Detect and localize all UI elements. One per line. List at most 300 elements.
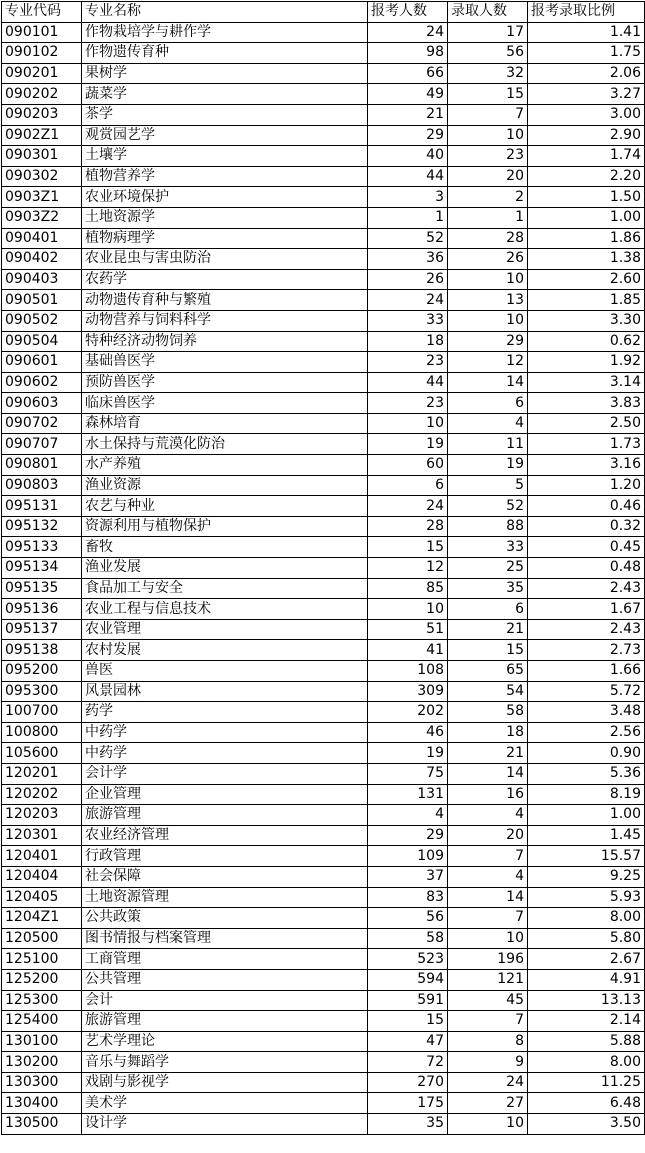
table-row xyxy=(2,455,645,476)
cell-applicants: 23 xyxy=(368,352,448,373)
cell-applicants: 66 xyxy=(368,63,448,84)
cell-code: 095131 xyxy=(2,496,82,517)
table-row xyxy=(2,825,645,846)
cell-applicants: 202 xyxy=(368,702,448,723)
cell-code: 095136 xyxy=(2,599,82,620)
cell-code: 0903Z2 xyxy=(2,207,82,228)
cell-applicants: 37 xyxy=(368,866,448,887)
cell-admitted: 7 xyxy=(448,104,528,125)
table-row xyxy=(2,908,645,929)
cell-ratio: 2.90 xyxy=(528,125,645,146)
cell-code: 090803 xyxy=(2,475,82,496)
cell-applicants: 18 xyxy=(368,331,448,352)
cell-code: 090504 xyxy=(2,331,82,352)
cell-name: 动物营养与饲料科学 xyxy=(82,310,368,331)
cell-code: 125300 xyxy=(2,990,82,1011)
cell-ratio: 3.83 xyxy=(528,393,645,414)
cell-applicants: 40 xyxy=(368,146,448,167)
cell-applicants: 19 xyxy=(368,743,448,764)
cell-name: 渔业资源 xyxy=(82,475,368,496)
cell-ratio: 3.48 xyxy=(528,702,645,723)
cell-applicants: 591 xyxy=(368,990,448,1011)
cell-code: 095134 xyxy=(2,558,82,579)
cell-name: 农药学 xyxy=(82,269,368,290)
cell-ratio: 13.13 xyxy=(528,990,645,1011)
cell-name: 植物病理学 xyxy=(82,228,368,249)
table-row xyxy=(2,43,645,64)
cell-applicants: 10 xyxy=(368,413,448,434)
cell-name: 设计学 xyxy=(82,1114,368,1135)
cell-admitted: 88 xyxy=(448,516,528,537)
cell-code: 100800 xyxy=(2,722,82,743)
cell-ratio: 2.06 xyxy=(528,63,645,84)
cell-applicants: 60 xyxy=(368,455,448,476)
cell-code: 095200 xyxy=(2,661,82,682)
cell-code: 120203 xyxy=(2,805,82,826)
cell-admitted: 20 xyxy=(448,825,528,846)
table-row xyxy=(2,640,645,661)
admission-table xyxy=(1,1,645,1135)
cell-admitted: 2 xyxy=(448,187,528,208)
cell-name: 畜牧 xyxy=(82,537,368,558)
cell-admitted: 19 xyxy=(448,455,528,476)
cell-applicants: 75 xyxy=(368,763,448,784)
cell-name: 预防兽医学 xyxy=(82,372,368,393)
cell-admitted: 65 xyxy=(448,661,528,682)
cell-applicants: 1 xyxy=(368,207,448,228)
cell-ratio: 9.25 xyxy=(528,866,645,887)
cell-applicants: 3 xyxy=(368,187,448,208)
cell-ratio: 1.66 xyxy=(528,661,645,682)
cell-applicants: 44 xyxy=(368,372,448,393)
cell-applicants: 28 xyxy=(368,516,448,537)
cell-admitted: 18 xyxy=(448,722,528,743)
cell-code: 090501 xyxy=(2,290,82,311)
cell-applicants: 29 xyxy=(368,825,448,846)
cell-admitted: 24 xyxy=(448,1072,528,1093)
table-row xyxy=(2,393,645,414)
cell-admitted: 23 xyxy=(448,146,528,167)
cell-code: 130300 xyxy=(2,1072,82,1093)
cell-applicants: 109 xyxy=(368,846,448,867)
cell-applicants: 36 xyxy=(368,249,448,270)
cell-ratio: 11.25 xyxy=(528,1072,645,1093)
cell-code: 125200 xyxy=(2,969,82,990)
cell-name: 音乐与舞蹈学 xyxy=(82,1052,368,1073)
table-row xyxy=(2,434,645,455)
cell-admitted: 14 xyxy=(448,372,528,393)
cell-code: 095137 xyxy=(2,619,82,640)
cell-admitted: 14 xyxy=(448,887,528,908)
cell-code: 090401 xyxy=(2,228,82,249)
cell-code: 090403 xyxy=(2,269,82,290)
cell-ratio: 2.50 xyxy=(528,413,645,434)
cell-name: 社会保障 xyxy=(82,866,368,887)
cell-name: 会计学 xyxy=(82,763,368,784)
table-row xyxy=(2,949,645,970)
cell-admitted: 15 xyxy=(448,84,528,105)
cell-ratio: 1.86 xyxy=(528,228,645,249)
cell-applicants: 270 xyxy=(368,1072,448,1093)
cell-ratio: 8.00 xyxy=(528,1052,645,1073)
cell-ratio: 6.48 xyxy=(528,1093,645,1114)
table-row xyxy=(2,104,645,125)
cell-name: 公共管理 xyxy=(82,969,368,990)
cell-ratio: 0.32 xyxy=(528,516,645,537)
table-row xyxy=(2,1052,645,1073)
cell-ratio: 2.43 xyxy=(528,619,645,640)
cell-ratio: 1.74 xyxy=(528,146,645,167)
cell-code: 090101 xyxy=(2,22,82,43)
cell-admitted: 58 xyxy=(448,702,528,723)
cell-admitted: 17 xyxy=(448,22,528,43)
cell-code: 090302 xyxy=(2,166,82,187)
cell-code: 120201 xyxy=(2,763,82,784)
table-row xyxy=(2,207,645,228)
cell-applicants: 24 xyxy=(368,22,448,43)
table-row xyxy=(2,1114,645,1135)
cell-ratio: 5.36 xyxy=(528,763,645,784)
cell-name: 会计 xyxy=(82,990,368,1011)
cell-applicants: 6 xyxy=(368,475,448,496)
cell-code: 130100 xyxy=(2,1031,82,1052)
cell-code: 090202 xyxy=(2,84,82,105)
table-row xyxy=(2,702,645,723)
table-row xyxy=(2,63,645,84)
table-row xyxy=(2,84,645,105)
cell-name: 行政管理 xyxy=(82,846,368,867)
cell-admitted: 6 xyxy=(448,393,528,414)
cell-applicants: 4 xyxy=(368,805,448,826)
cell-admitted: 5 xyxy=(448,475,528,496)
cell-admitted: 16 xyxy=(448,784,528,805)
cell-name: 农业环境保护 xyxy=(82,187,368,208)
header-row xyxy=(2,2,645,23)
cell-name: 旅游管理 xyxy=(82,1011,368,1032)
cell-ratio: 3.16 xyxy=(528,455,645,476)
cell-name: 作物遗传育种 xyxy=(82,43,368,64)
cell-admitted: 7 xyxy=(448,908,528,929)
cell-name: 工商管理 xyxy=(82,949,368,970)
cell-name: 渔业发展 xyxy=(82,558,368,579)
cell-ratio: 5.80 xyxy=(528,928,645,949)
cell-applicants: 19 xyxy=(368,434,448,455)
cell-ratio: 0.46 xyxy=(528,496,645,517)
cell-ratio: 0.45 xyxy=(528,537,645,558)
cell-applicants: 24 xyxy=(368,496,448,517)
cell-name: 观赏园艺学 xyxy=(82,125,368,146)
cell-code: 0903Z1 xyxy=(2,187,82,208)
cell-admitted: 10 xyxy=(448,928,528,949)
cell-ratio: 1.38 xyxy=(528,249,645,270)
cell-ratio: 1.85 xyxy=(528,290,645,311)
cell-admitted: 8 xyxy=(448,1031,528,1052)
cell-code: 125100 xyxy=(2,949,82,970)
cell-applicants: 33 xyxy=(368,310,448,331)
table-row xyxy=(2,969,645,990)
cell-ratio: 1.50 xyxy=(528,187,645,208)
cell-admitted: 28 xyxy=(448,228,528,249)
cell-applicants: 12 xyxy=(368,558,448,579)
cell-applicants: 24 xyxy=(368,290,448,311)
cell-applicants: 26 xyxy=(368,269,448,290)
cell-name: 药学 xyxy=(82,702,368,723)
cell-name: 动物遗传育种与繁殖 xyxy=(82,290,368,311)
cell-applicants: 46 xyxy=(368,722,448,743)
cell-admitted: 7 xyxy=(448,1011,528,1032)
table-row xyxy=(2,1011,645,1032)
table-row xyxy=(2,763,645,784)
cell-name: 临床兽医学 xyxy=(82,393,368,414)
cell-code: 1204Z1 xyxy=(2,908,82,929)
cell-admitted: 32 xyxy=(448,63,528,84)
table-row xyxy=(2,372,645,393)
cell-admitted: 45 xyxy=(448,990,528,1011)
cell-admitted: 56 xyxy=(448,43,528,64)
cell-code: 120301 xyxy=(2,825,82,846)
table-row xyxy=(2,310,645,331)
cell-name: 农艺与种业 xyxy=(82,496,368,517)
cell-applicants: 309 xyxy=(368,681,448,702)
table-row xyxy=(2,516,645,537)
cell-ratio: 3.14 xyxy=(528,372,645,393)
cell-applicants: 47 xyxy=(368,1031,448,1052)
cell-ratio: 0.48 xyxy=(528,558,645,579)
cell-admitted: 14 xyxy=(448,763,528,784)
cell-admitted: 27 xyxy=(448,1093,528,1114)
table-body xyxy=(2,22,645,1134)
cell-name: 茶学 xyxy=(82,104,368,125)
cell-applicants: 85 xyxy=(368,578,448,599)
cell-name: 图书情报与档案管理 xyxy=(82,928,368,949)
table-row xyxy=(2,290,645,311)
cell-code: 090102 xyxy=(2,43,82,64)
header-name: 专业名称 xyxy=(82,2,368,23)
cell-admitted: 25 xyxy=(448,558,528,579)
table-row xyxy=(2,661,645,682)
cell-ratio: 8.19 xyxy=(528,784,645,805)
cell-admitted: 4 xyxy=(448,866,528,887)
cell-admitted: 10 xyxy=(448,1114,528,1135)
cell-applicants: 41 xyxy=(368,640,448,661)
cell-applicants: 594 xyxy=(368,969,448,990)
cell-name: 果树学 xyxy=(82,63,368,84)
cell-name: 资源利用与植物保护 xyxy=(82,516,368,537)
cell-code: 090502 xyxy=(2,310,82,331)
cell-name: 农业经济管理 xyxy=(82,825,368,846)
cell-code: 095138 xyxy=(2,640,82,661)
cell-ratio: 1.41 xyxy=(528,22,645,43)
cell-ratio: 1.00 xyxy=(528,207,645,228)
cell-name: 作物栽培学与耕作学 xyxy=(82,22,368,43)
cell-code: 090301 xyxy=(2,146,82,167)
cell-applicants: 15 xyxy=(368,1011,448,1032)
table-row xyxy=(2,558,645,579)
cell-applicants: 52 xyxy=(368,228,448,249)
cell-ratio: 4.91 xyxy=(528,969,645,990)
table-row xyxy=(2,166,645,187)
cell-applicants: 523 xyxy=(368,949,448,970)
cell-code: 090602 xyxy=(2,372,82,393)
cell-name: 土地资源管理 xyxy=(82,887,368,908)
table-row xyxy=(2,928,645,949)
cell-code: 090203 xyxy=(2,104,82,125)
cell-ratio: 3.00 xyxy=(528,104,645,125)
cell-code: 090801 xyxy=(2,455,82,476)
cell-admitted: 21 xyxy=(448,619,528,640)
cell-ratio: 0.90 xyxy=(528,743,645,764)
cell-name: 基础兽医学 xyxy=(82,352,368,373)
table-row xyxy=(2,805,645,826)
cell-ratio: 2.14 xyxy=(528,1011,645,1032)
cell-ratio: 1.20 xyxy=(528,475,645,496)
cell-applicants: 29 xyxy=(368,125,448,146)
cell-name: 水土保持与荒漠化防治 xyxy=(82,434,368,455)
cell-ratio: 1.75 xyxy=(528,43,645,64)
cell-name: 蔬菜学 xyxy=(82,84,368,105)
cell-ratio: 2.43 xyxy=(528,578,645,599)
cell-applicants: 72 xyxy=(368,1052,448,1073)
cell-admitted: 29 xyxy=(448,331,528,352)
cell-ratio: 3.50 xyxy=(528,1114,645,1135)
cell-code: 105600 xyxy=(2,743,82,764)
cell-ratio: 2.60 xyxy=(528,269,645,290)
cell-admitted: 11 xyxy=(448,434,528,455)
cell-admitted: 4 xyxy=(448,413,528,434)
cell-admitted: 9 xyxy=(448,1052,528,1073)
table-row xyxy=(2,475,645,496)
cell-admitted: 121 xyxy=(448,969,528,990)
table-row xyxy=(2,496,645,517)
cell-admitted: 4 xyxy=(448,805,528,826)
cell-ratio: 2.56 xyxy=(528,722,645,743)
header-applicants: 报考人数 xyxy=(368,2,448,23)
table-row xyxy=(2,578,645,599)
cell-code: 095300 xyxy=(2,681,82,702)
cell-admitted: 26 xyxy=(448,249,528,270)
cell-applicants: 49 xyxy=(368,84,448,105)
cell-ratio: 1.00 xyxy=(528,805,645,826)
cell-code: 095132 xyxy=(2,516,82,537)
table-row xyxy=(2,22,645,43)
cell-code: 090707 xyxy=(2,434,82,455)
table-row xyxy=(2,866,645,887)
table-row xyxy=(2,269,645,290)
cell-applicants: 58 xyxy=(368,928,448,949)
cell-applicants: 175 xyxy=(368,1093,448,1114)
cell-ratio: 5.72 xyxy=(528,681,645,702)
cell-code: 130500 xyxy=(2,1114,82,1135)
cell-name: 农村发展 xyxy=(82,640,368,661)
cell-code: 0902Z1 xyxy=(2,125,82,146)
cell-code: 130400 xyxy=(2,1093,82,1114)
table-row xyxy=(2,990,645,1011)
table-row xyxy=(2,125,645,146)
cell-applicants: 23 xyxy=(368,393,448,414)
table-row xyxy=(2,1072,645,1093)
cell-admitted: 52 xyxy=(448,496,528,517)
cell-ratio: 5.93 xyxy=(528,887,645,908)
table-row xyxy=(2,722,645,743)
table-row xyxy=(2,599,645,620)
table-row xyxy=(2,784,645,805)
cell-admitted: 35 xyxy=(448,578,528,599)
table-row xyxy=(2,228,645,249)
cell-admitted: 12 xyxy=(448,352,528,373)
table-row xyxy=(2,619,645,640)
cell-applicants: 10 xyxy=(368,599,448,620)
cell-name: 森林培育 xyxy=(82,413,368,434)
cell-code: 095135 xyxy=(2,578,82,599)
table-row xyxy=(2,146,645,167)
cell-ratio: 5.88 xyxy=(528,1031,645,1052)
cell-code: 090603 xyxy=(2,393,82,414)
cell-name: 土壤学 xyxy=(82,146,368,167)
cell-applicants: 108 xyxy=(368,661,448,682)
cell-ratio: 15.57 xyxy=(528,846,645,867)
cell-name: 旅游管理 xyxy=(82,805,368,826)
cell-applicants: 83 xyxy=(368,887,448,908)
cell-name: 企业管理 xyxy=(82,784,368,805)
cell-ratio: 2.73 xyxy=(528,640,645,661)
cell-applicants: 44 xyxy=(368,166,448,187)
cell-code: 125400 xyxy=(2,1011,82,1032)
cell-code: 100700 xyxy=(2,702,82,723)
table-row xyxy=(2,887,645,908)
cell-ratio: 1.45 xyxy=(528,825,645,846)
cell-name: 艺术学理论 xyxy=(82,1031,368,1052)
cell-applicants: 15 xyxy=(368,537,448,558)
cell-code: 095133 xyxy=(2,537,82,558)
cell-admitted: 20 xyxy=(448,166,528,187)
table-row xyxy=(2,249,645,270)
cell-ratio: 1.67 xyxy=(528,599,645,620)
cell-name: 农业管理 xyxy=(82,619,368,640)
cell-applicants: 131 xyxy=(368,784,448,805)
cell-admitted: 13 xyxy=(448,290,528,311)
cell-ratio: 2.67 xyxy=(528,949,645,970)
cell-applicants: 98 xyxy=(368,43,448,64)
table-row xyxy=(2,187,645,208)
table-row xyxy=(2,846,645,867)
cell-name: 水产养殖 xyxy=(82,455,368,476)
cell-name: 中药学 xyxy=(82,722,368,743)
cell-admitted: 7 xyxy=(448,846,528,867)
cell-name: 戏剧与影视学 xyxy=(82,1072,368,1093)
cell-admitted: 196 xyxy=(448,949,528,970)
cell-applicants: 35 xyxy=(368,1114,448,1135)
cell-name: 食品加工与安全 xyxy=(82,578,368,599)
table-row xyxy=(2,352,645,373)
cell-code: 130200 xyxy=(2,1052,82,1073)
cell-ratio: 2.20 xyxy=(528,166,645,187)
cell-admitted: 33 xyxy=(448,537,528,558)
cell-admitted: 15 xyxy=(448,640,528,661)
cell-name: 农业工程与信息技术 xyxy=(82,599,368,620)
cell-name: 中药学 xyxy=(82,743,368,764)
cell-ratio: 3.30 xyxy=(528,310,645,331)
cell-name: 风景园林 xyxy=(82,681,368,702)
header-code: 专业代码 xyxy=(2,2,82,23)
header-admitted: 录取人数 xyxy=(448,2,528,23)
table-row xyxy=(2,743,645,764)
cell-code: 090601 xyxy=(2,352,82,373)
cell-ratio: 0.62 xyxy=(528,331,645,352)
cell-code: 090201 xyxy=(2,63,82,84)
cell-ratio: 3.27 xyxy=(528,84,645,105)
cell-admitted: 10 xyxy=(448,269,528,290)
cell-name: 植物营养学 xyxy=(82,166,368,187)
